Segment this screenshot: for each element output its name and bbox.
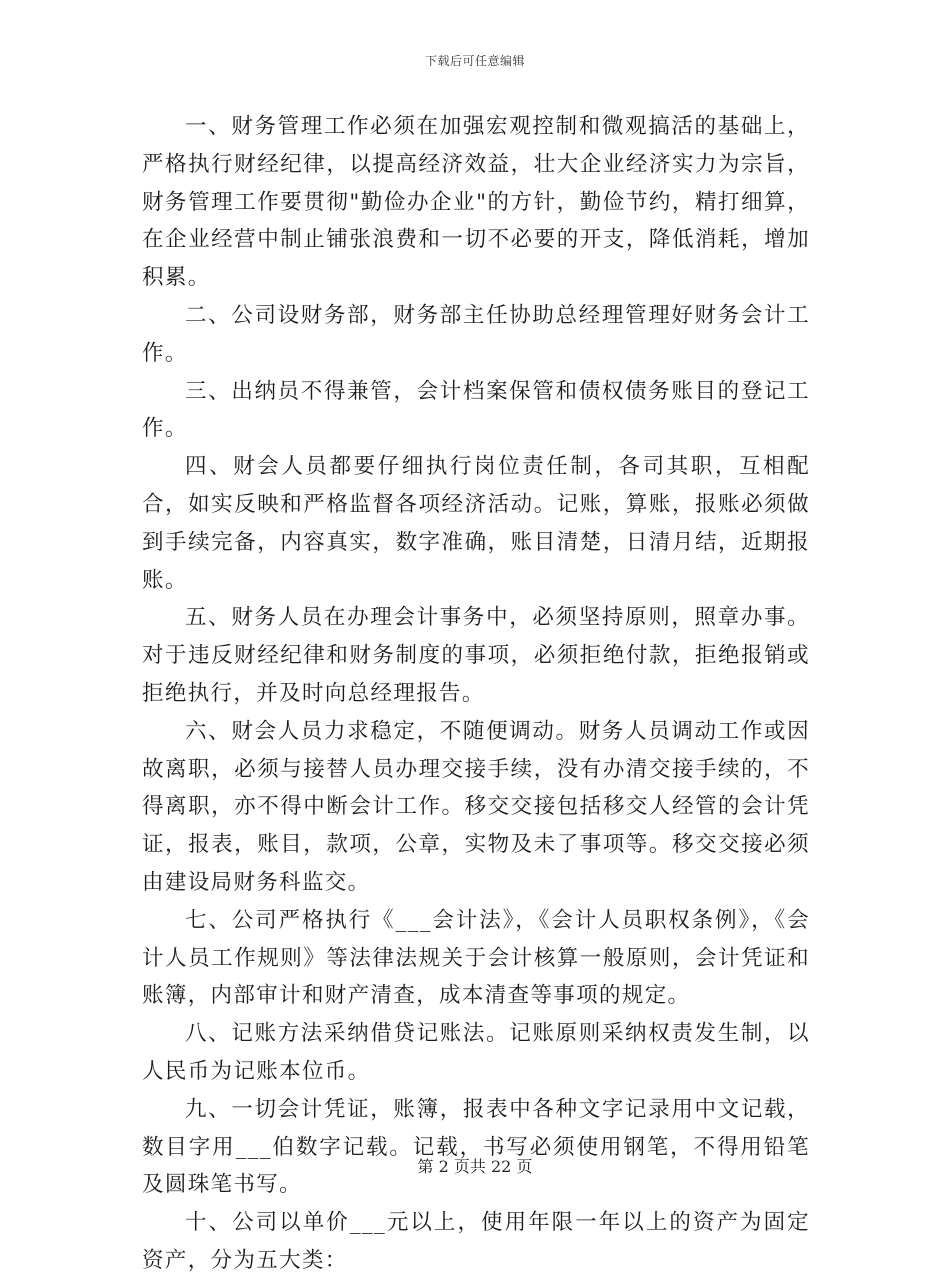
page-header: 下载后可任意编辑 — [424, 54, 525, 68]
paragraph-8: 八、记账方法采纳借贷记账法。记账原则采纳权责发生制，以人民币为记账本位币。 — [142, 1021, 810, 1084]
paragraph-7: 七、公司严格执行《___会计法》，《会计人员职权条例》，《会计人员工作规则》等法律法规关于会计核算一般原则，会计凭证和账簿，内部审计和财产清查，成本清查等事项的规定。 — [142, 907, 810, 1009]
paragraph-2: 二、公司设财务部，财务部主任协助总经理管理好财务会计工作。 — [142, 302, 810, 366]
paragraph-9: 九、一切会计凭证，账簿，报表中各种文字记录用中文记载，数目字用___伯数字记载。记载，书写必须使用钢笔，不得用铅笔及圆珠笔书写。 — [142, 1096, 810, 1198]
paragraph-10: 十、公司以单价___元以上，使用年限一年以上的资产为固定资产，分为五大类： — [142, 1210, 810, 1273]
paragraph-4: 四、财会人员都要仔细执行岗位责任制，各司其职，互相配合，如实反映和严格监督各项经济活动。记账，算账，报账必须做到手续完备，内容真实，数字准确，账目清楚，日清月结，近期报账。 — [142, 454, 810, 593]
document-body — [142, 108, 810, 1280]
paragraph-3: 三、出纳员不得兼管，会计档案保管和债权债务账目的登记工作。 — [142, 378, 810, 442]
page-footer: 第 2 页共 22 页 — [417, 1157, 533, 1176]
paragraph-5: 五、财务人员在办理会计事务中，必须坚持原则，照章办事。对于违反财经纪律和财务制度的事项，必须拒绝付款，拒绝报销或拒绝执行，并及时向总经理报告。 — [142, 605, 810, 706]
paragraph-6: 六、财会人员力求稳定，不随便调动。财务人员调动工作或因故离职，必须与接替人员办理交接手续，没有办清交接手续的，不得离职，亦不得中断会计工作。移交交接包括移交人经管的会计凭证，报表，账目，款项，公章，实物及未了事项等。移交交接必须由建设局财务科监交。 — [142, 718, 810, 895]
paragraph-1: 一、财务管理工作必须在加强宏观控制和微观搞活的基础上，严格执行财经纪律，以提高经济效益，壮大企业经济实力为宗旨，财务管理工作要贯彻"勤俭办企业"的方针，勤俭节约，精打细算，在企业经营中制止铺张浪费和一切不必要的开支，降低消耗，增加积累。 — [142, 114, 810, 291]
